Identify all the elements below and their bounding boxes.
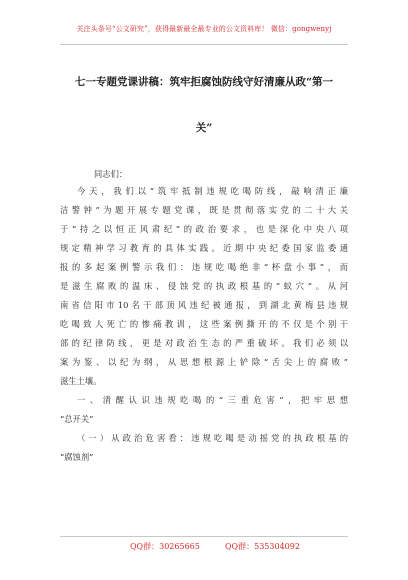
salutation: 同志们： xyxy=(94,169,128,179)
subsection-heading-1-cont: “腐蚀剂” xyxy=(60,452,94,462)
body-line: 于“持之以恒正风肃纪”的政治要求，也是深化中央八项 xyxy=(60,224,348,234)
body-line: 是滋生腐败的温床、侵蚀党的执政根基的“蚁穴”。从河 xyxy=(60,281,348,291)
body-line: 南省信阳市10名干部顶风违纪被通报，到湖北黄梅县违规 xyxy=(60,300,348,310)
body-line: 滋生土壤。 xyxy=(60,376,102,386)
body-line: 洁警钟”为题开展专题党课，既是贯彻落实党的二十大关 xyxy=(60,205,348,215)
section-heading-1-cont: “总开关” xyxy=(60,414,94,424)
body-line: 案为鉴、以纪为纲，从思想根源上铲除“舌尖上的腐败” xyxy=(60,357,348,367)
body-line: 规定精神学习教育的具体实践。近期中央纪委国家监委通 xyxy=(60,243,348,253)
header-promo-note: 关注头条号“公文研究”，获得最新最全最专业的公文资料库！ 微信：gongwenyj xyxy=(76,25,332,33)
document-title-line-2: 关” xyxy=(195,122,213,134)
section-heading-1: 一、清醒认识违规吃喝的“三重危害”，把牢思想 xyxy=(77,395,348,405)
footer-divider xyxy=(60,536,348,537)
document-title-line-1: 七一专题党课讲稿：筑牢拒腐蚀防线守好清廉从政“第一 xyxy=(74,76,334,88)
footer-qq-group-2: QQ群：535304092 xyxy=(225,542,300,551)
body-line: 吃喝致人死亡的惨痛教训，这些案例撕开的不仅是个别干 xyxy=(60,319,348,329)
body-line: 部的纪律防线，更是对政治生态的严重破坏。我们必须以 xyxy=(60,338,348,348)
header-divider xyxy=(60,44,348,45)
subsection-heading-1: （一）从政治危害看：违规吃喝是动摇党的执政根基的 xyxy=(77,433,348,443)
body-line: 今天，我们以“筑牢抵制违规吃喝防线，敲响清正廉 xyxy=(77,186,348,196)
body-line: 报的多起案例警示我们：违规吃喝绝非“杯盘小事”，而 xyxy=(60,262,348,272)
footer-qq-group-1: QQ群：30265665 xyxy=(130,542,200,551)
